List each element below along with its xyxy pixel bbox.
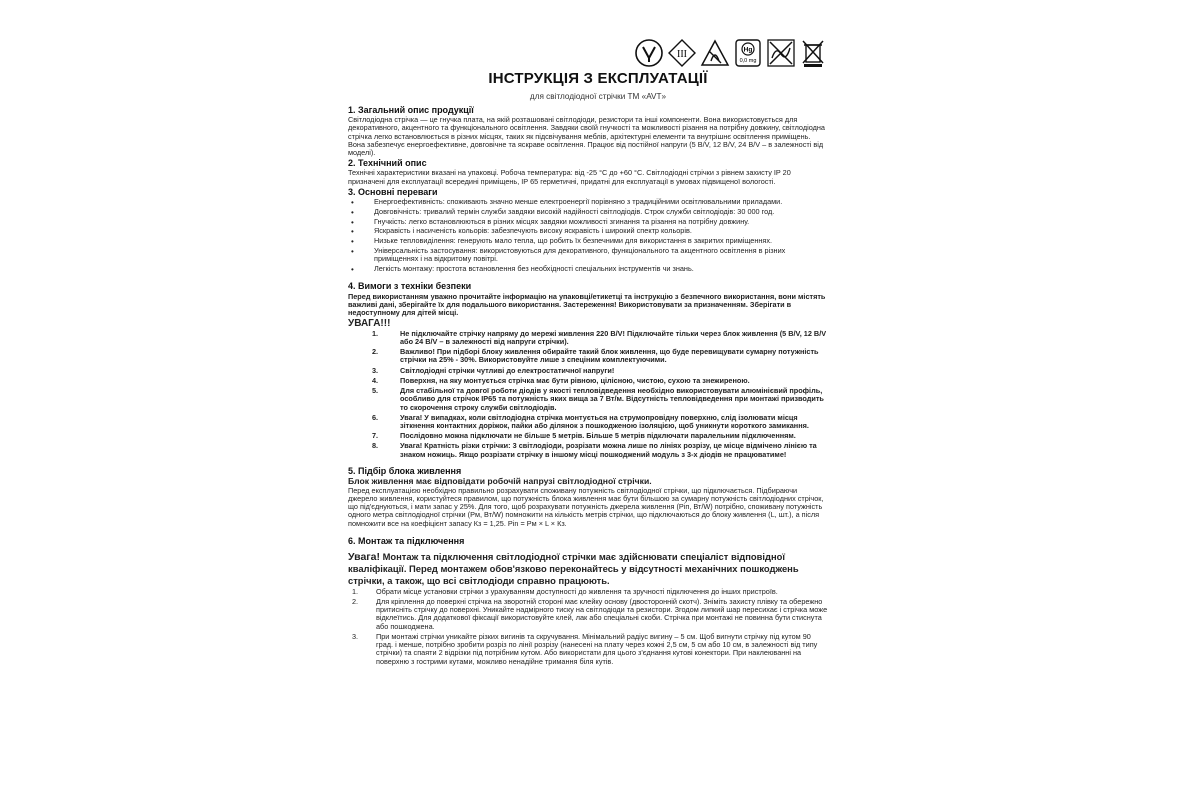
section-3-heading: 3. Основні переваги <box>348 186 438 197</box>
section-1-heading: 1. Загальний опис продукції <box>348 105 474 115</box>
advantage-item: • Яскравість і насиченість кольорів: забезпечують високу яскравість і широкий спектр кольорів. <box>348 227 828 235</box>
warning-heading: УВАГА!!! <box>348 318 391 330</box>
instruction-sheet <box>338 18 832 788</box>
section-5-text: Перед експлуатацією необхідно правильно розрахувати споживану потужність світлодіодної стрічки, що підключається. Підбираючи джерело живлення, користуйтеся правилом, що потужність блока живлення має бути більшою за сумарну потужність світлодіодних стрічок, що під'єднуються, і мати запас у 25%. Для того, щоб розрахувати потужність джерела живлення (Ріп, Вт/W) потрібно, споживану потужність одного метра світлодіодної стрічки (Рм, Вт/W) помножити на кількість метрів стрічки, що підключаються до блоку живлення (L, шт.), а після помножити все на коефіцієнт запасу Кз = 1,25. Pin = Рм × L × Кз. <box>348 485 824 528</box>
mounting-warning-lead: Увага! <box>348 551 380 564</box>
safety-item: 8. Увага! Кратність різки стрічки: 3 світлодіоди, розрізати можна лише по лініях розрізу, це місце відмічено лінією та знаком ножиць. Якщо розрізати стрічку в іншому місці пошкоджений модуль з 3-х діодів не працюватиме! <box>372 441 817 459</box>
section-5-subheading: Блок живлення має відповідати робочій напрузі світлодіодної стрічки. <box>348 476 652 487</box>
mounting-item: 3. При монтажі стрічки уникайте різких вигинів та скручування. Мінімальний радіус вигину – 5 см. Щоб вигнути стрічку під кутом 90 град. і менше, потрібно зробити розріз по лінії розрізу (нанесені на плату через кожні 2,5 см, 5 см або 10 см, в залежності від типу стрічки) та спаяти 2 відрізки під потрібним кутом. Або використати для цього з'єднання кутові конектори. При наклеюванні на поверхню з гострими кутами, можливо ненадійне тримання біля кутів. <box>352 631 818 666</box>
ukrsepro-mark-icon <box>634 38 664 68</box>
advantage-item: • Низьке тепловиділення: генерують мало тепла, що робить їх безпечними для використання в закритих приміщеннях. <box>348 237 828 245</box>
document-title: ІНСТРУКЦІЯ З ЕКСПЛУАТАЦІЇ <box>488 70 708 87</box>
safety-item: 6. Увага! У випадках, коли світлодіодна стрічка монтується на струмопровідну поверхню, слід ізолювати місця зіткнення контактних доріжок, пайки або ділянок з пошкодженою ізоляцією, щоб уникнути короткого замикання. <box>372 412 809 430</box>
svg-text:III: III <box>677 49 687 60</box>
section-5-heading: 5. Підбір блока живлення <box>348 465 462 476</box>
section-4-heading: 4. Вимоги з техніки безпеки <box>348 281 472 292</box>
safety-item: 5. Для стабільної та довгої роботи діодів у якості тепловідведення необхідно використовувати алюмінієвий профіль, особливо для стрічок IP65 та потужність яких вища за 7 Вт/м. Відсутність тепловідведення при монтажі призводить то скорочення строку служби світлодіодів. <box>372 386 824 412</box>
safety-item: 1. Не підключайте стрічку напряму до мережі живлення 220 В/V! Підключайте тільки через блок живлення (5 В/V, 12 В/V або 24 В/V – в залежності від напруги стрічки). <box>372 328 827 346</box>
section-6-heading: 6. Монтаж та підключення <box>348 535 465 546</box>
advantages-list <box>348 198 828 273</box>
document-body <box>348 104 828 668</box>
mounting-warning <box>348 551 828 586</box>
svg-text:0,0 mg: 0,0 mg <box>739 58 757 64</box>
mounting-item: 2. Для кріплення до поверхні стрічка на зворотній стороні має клейку основу (двосторонній скотч). Зніміть захисту плівку та обережно притисніть стрічку до поверхні. Уникайте надмірного тиску на світлодіоди та резистори. Згодом липкий шар пересихає і стрічка може відклеїтись. Для додаткової фіксації використовуйте клей, лак або спеціальні скоби. Стрічка при монтажі не повинна бути стиснута або пошкоджена. <box>352 596 828 631</box>
advantage-item: • Енергоефективність: споживають значно менше електроенергії порівняно з традиційними освітлювальними приладами. <box>348 198 828 206</box>
section-2-heading: 2. Технічний опис <box>348 158 427 169</box>
advantage-item: • Довговічність: тривалий термін служби завдяки високій надійності світлодіодів. Строк служби світлодіодів: 30 000 год. <box>348 208 828 216</box>
no-bending-icon <box>766 38 796 68</box>
safety-item: 3. Світлодіодні стрічки чутливі до електростатичної напруги! <box>372 365 615 375</box>
safety-item: 7. Послідовно можна підключати не більше 5 метрів. Більше 5 метрів підключати паралельним підключенням. <box>372 431 796 441</box>
svg-text:Hg: Hg <box>743 46 753 54</box>
document-subtitle: для світлодіодної стрічки ТМ «AVT» <box>529 92 667 101</box>
safety-item: 4. Поверхня, на яку монтується стрічка має бути рівною, цілісною, чистою, сухою та знежиреною. <box>372 375 750 385</box>
mercury-free-icon <box>734 38 762 68</box>
weee-bin-icon <box>800 38 826 68</box>
advantage-item: • Гнучкість: легко встановлюються в різних місцях завдяки можливості згинання та різання на потрібну довжину. <box>348 218 828 226</box>
section-1-text: Світлодіодна стрічка — це гнучка плата, на якій розташовані світлодіоди, резистори та інші компоненти. Вона використовується для декоративного, акцентного та функціонального освітлення. Завдяки своїй гнучкості та можливості різання на потрібну довжину, світлодіодна стрічка легко встановлюється в різних місцях, таких як підсвічування меблів, архітектурні елементи та внутрішнє освітлення приміщень. Вона забезпечує енергоефективне, довговічне та яскраве освітлення. Працює від постійної напруги (5 В/V, 12 В/V, 24 В/V – в залежності від моделі). <box>348 115 825 158</box>
class-iii-icon <box>668 39 696 67</box>
safety-item: 2. Важливо! При підборі блоку живлення обирайте такий блок живлення, що буде перевищувати сумарну потужність стрічки на 25% - 30%. Використовуйте лише з спеціним комплектуючими. <box>372 347 819 365</box>
esd-warning-icon <box>700 39 730 67</box>
mounting-warning-text: Монтаж та підключення світлодіодної стрічки має здійснювати спеціаліст відповідної кваліфікації. Перед монтажем обов'язково переконайтесь у відсутності механічних пошкоджень стрічки, а також, що всі світлодіоди справно працюють. <box>348 551 799 586</box>
mounting-item: 1. Обрати місце установки стрічки з урахуванням доступності до живлення та зручності підключення до інших пристроїв. <box>352 586 778 596</box>
mounting-list <box>348 588 828 666</box>
advantage-item: • Легкість монтажу: простота встановлення без необхідності спеціальних інструментів чи знань. <box>348 265 828 273</box>
safety-list <box>348 330 828 459</box>
section-2-text: Технічні характеристики вказані на упаковці. Робоча температура: від -25 °С до +60 °С. Світлодіодні стрічки з рівнем захисту IP 20 призначені для експлуатації всередині приміщень, IP 65 герметичні, придатні для експлуатації в умовах підвищеної вологості. <box>348 168 791 186</box>
section-4-intro: Перед використанням уважно прочитайте інформацію на упаковці/етикетці та інструкцію з безпечного використання, вони містять важливі дані, зберігайте їх для подальшого використання. Застереження! Використовувати за призначенням. Зберігати в недоступному для дітей місці. <box>348 291 826 318</box>
advantage-item: • Універсальність застосування: використовуються для декоративного, функціонального та акцентного освітлення в різних приміщеннях і на відкритому повітрі. <box>348 247 828 263</box>
